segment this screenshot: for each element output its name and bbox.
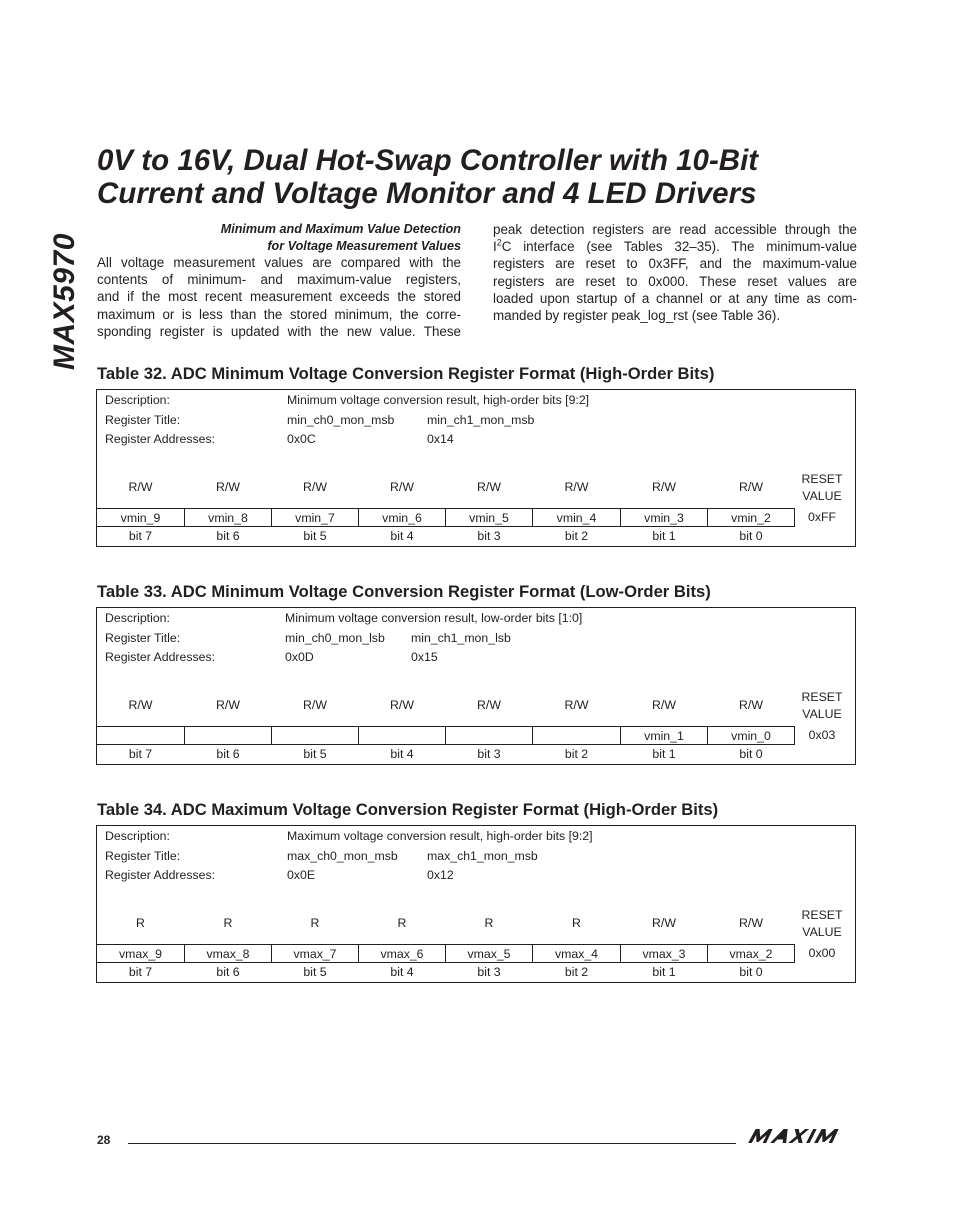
meta-value: max_ch0_mon_msb — [287, 848, 398, 863]
bit-position-cell: bit 0 — [739, 747, 763, 761]
reset-header-line: VALUE — [802, 488, 842, 503]
bit-position-cell: bit 6 — [216, 965, 240, 979]
meta-value: Maximum voltage conversion result, high-order bits [9:2] — [287, 829, 593, 843]
bit-position-row — [96, 963, 856, 982]
bit-position-cell: bit 0 — [739, 965, 763, 979]
text-line: and if the most recent measurement exceeds the stored — [97, 289, 461, 305]
access-cell: R/W — [739, 480, 763, 494]
access-cell: R/W — [564, 480, 589, 494]
meta-label: Description: — [105, 829, 170, 843]
access-cell: R — [310, 916, 320, 930]
bit-position-cell: bit 2 — [564, 747, 589, 761]
access-row — [96, 914, 856, 933]
footer-rule — [128, 1143, 736, 1144]
bit-name-cell: vmax_3 — [620, 944, 708, 963]
table-title: Table 33. ADC Minimum Voltage Conversion Register Format (Low-Order Bits) — [97, 582, 711, 601]
meta-value: 0x0C — [287, 432, 316, 446]
bit-name-cell: vmin_1 — [620, 726, 708, 745]
meta-label: Register Addresses: — [105, 432, 216, 446]
text-line — [493, 238, 857, 255]
register-format-table — [96, 825, 856, 983]
meta-label: Register Addresses: — [105, 650, 216, 664]
access-cell: R/W — [390, 698, 414, 712]
i2c-superscript: 2 — [496, 237, 502, 248]
meta-value: 0x12 — [427, 868, 454, 882]
reset-header-line: RESET — [801, 908, 843, 922]
maxim-logo — [748, 1128, 858, 1149]
register-meta-row — [105, 430, 845, 448]
access-cell: R/W — [477, 480, 501, 494]
bit-position-cell: bit 4 — [390, 529, 414, 543]
text-line: sponding register is updated with the new value. These — [97, 323, 461, 339]
bit-position-cell: bit 2 — [564, 529, 589, 543]
bit-position-cell: bit 4 — [390, 965, 414, 979]
bit-name-cell: vmax_7 — [271, 944, 359, 963]
access-cell: R/W — [739, 698, 763, 712]
reset-value-header — [789, 907, 855, 940]
access-cell: R/W — [303, 480, 327, 494]
access-cell: R/W — [564, 698, 589, 712]
meta-label: Description: — [105, 611, 170, 625]
meta-value: min_ch0_mon_lsb — [285, 630, 385, 645]
bit-name-cell: vmin_0 — [707, 726, 795, 745]
bit-position-cell: bit 7 — [128, 529, 153, 543]
bit-position-cell: bit 1 — [652, 747, 676, 761]
bit-name-cell — [96, 726, 185, 745]
register-meta-row — [105, 391, 845, 409]
meta-label: Register Title: — [105, 630, 181, 645]
meta-value: Minimum voltage conversion result, low-order bits [1:0] — [285, 611, 583, 625]
meta-value: 0x0D — [285, 650, 314, 664]
page-number: 28 — [97, 1133, 111, 1147]
access-row — [96, 478, 856, 497]
access-cell: R/W — [390, 480, 414, 494]
register-meta-row — [105, 866, 845, 884]
bit-name-cell: vmax_9 — [96, 944, 185, 963]
bit-position-cell: bit 5 — [303, 529, 327, 543]
register-format-table — [96, 389, 856, 547]
reset-header-line: RESET — [801, 472, 843, 486]
bit-name-cell: vmin_4 — [532, 508, 621, 527]
bit-name-cell: vmax_4 — [532, 944, 621, 963]
bit-name-cell: vmin_6 — [358, 508, 446, 527]
meta-label: Register Title: — [105, 412, 181, 427]
reset-value: 0x03 — [808, 728, 836, 742]
bit-position-cell: bit 0 — [739, 529, 763, 543]
register-meta-row — [105, 609, 845, 627]
right-column — [493, 221, 857, 324]
bit-name-cell: vmax_6 — [358, 944, 446, 963]
bit-position-row — [96, 745, 856, 764]
bit-position-cell: bit 5 — [303, 965, 327, 979]
title-line-2: Current and Voltage Monitor and 4 LED Drivers — [97, 177, 757, 210]
bit-position-cell: bit 3 — [477, 965, 501, 979]
reset-header-line: RESET — [801, 690, 843, 704]
text-line: contents of minimum- and maximum-value registers, — [97, 272, 461, 288]
meta-value: 0x0E — [287, 868, 316, 882]
bit-name-cell: vmax_5 — [445, 944, 533, 963]
text-line: maximum or is less than the stored minimum, the corre- — [97, 306, 461, 322]
part-number-side-label: MAX5970 — [48, 233, 81, 370]
register-meta-row — [105, 411, 845, 429]
access-cell: R/W — [477, 698, 501, 712]
bit-name-cell: vmin_3 — [620, 508, 708, 527]
register-format-table — [96, 607, 856, 765]
reset-value-header — [789, 689, 855, 722]
bit-position-cell: bit 6 — [216, 529, 240, 543]
meta-value: 0x15 — [411, 650, 438, 664]
text-line: registers are reset to 0x000. These reset values are — [493, 273, 857, 289]
access-cell: R/W — [128, 698, 153, 712]
reset-header-line: VALUE — [802, 924, 842, 939]
bit-position-cell: bit 3 — [477, 529, 501, 543]
left-paragraph — [97, 254, 461, 340]
bit-name-cell — [532, 726, 621, 745]
bit-position-cell: bit 5 — [303, 747, 327, 761]
left-column — [97, 221, 461, 340]
text-fragment: C interface (see Tables 32–35). The minimum-value — [501, 239, 857, 255]
bit-position-cell: bit 6 — [216, 747, 240, 761]
bit-position-cell: bit 1 — [652, 529, 676, 543]
bit-position-cell: bit 7 — [128, 965, 153, 979]
access-cell: R/W — [739, 916, 763, 930]
bit-position-cell: bit 3 — [477, 747, 501, 761]
bit-name-cell — [358, 726, 446, 745]
section-heading-line-2: for Voltage Measurement Values — [267, 238, 461, 253]
bit-position-cell: bit 4 — [390, 747, 414, 761]
page-title — [97, 144, 877, 210]
access-cell: R — [136, 916, 145, 930]
reset-value: 0x00 — [808, 946, 836, 960]
text-line: All voltage measurement values are compared with the — [97, 255, 461, 270]
reset-value: 0xFF — [807, 510, 836, 524]
access-cell: R/W — [303, 698, 327, 712]
meta-value: 0x14 — [427, 432, 454, 446]
bit-name-cell: vmin_2 — [707, 508, 795, 527]
text-line: registers are reset to 0x3FF, and the maximum-value — [493, 256, 857, 272]
bit-name-row — [96, 508, 856, 527]
bit-position-row — [96, 527, 856, 546]
table-title: Table 32. ADC Minimum Voltage Conversion Register Format (High-Order Bits) — [97, 364, 715, 383]
reset-header-line: VALUE — [802, 706, 842, 721]
access-cell: R — [484, 916, 494, 930]
i2c-letter: I — [493, 239, 497, 255]
text-line: peak detection registers are read accessible through the — [493, 222, 857, 237]
text-line: manded by register peak_log_rst (see Table 36). — [493, 308, 781, 324]
bit-name-cell — [271, 726, 359, 745]
text-line: loaded upon startup of a channel or at any time as com- — [493, 290, 857, 306]
access-cell: R/W — [652, 698, 676, 712]
title-line-1: 0V to 16V, Dual Hot-Swap Controller with 10-Bit — [97, 144, 759, 177]
meta-label: Description: — [105, 393, 170, 407]
access-cell: R/W — [128, 480, 153, 494]
bit-position-cell: bit 7 — [128, 747, 153, 761]
register-meta-row — [105, 847, 845, 865]
access-cell: R — [572, 916, 581, 930]
bit-name-cell — [184, 726, 272, 745]
meta-label: Register Title: — [105, 848, 181, 863]
meta-label: Register Addresses: — [105, 868, 216, 882]
access-cell: R/W — [216, 698, 240, 712]
access-row — [96, 696, 856, 715]
bit-name-cell — [445, 726, 533, 745]
access-cell: R/W — [216, 480, 240, 494]
access-cell: R — [223, 916, 233, 930]
meta-value: min_ch1_mon_lsb — [411, 630, 511, 645]
bit-name-cell: vmin_8 — [184, 508, 272, 527]
bit-name-cell: vmax_2 — [707, 944, 795, 963]
register-meta-row — [105, 629, 845, 647]
bit-name-cell: vmax_8 — [184, 944, 272, 963]
bit-name-cell: vmin_7 — [271, 508, 359, 527]
register-meta-row — [105, 827, 845, 845]
meta-value: max_ch1_mon_msb — [427, 848, 538, 863]
access-cell: R — [397, 916, 407, 930]
meta-value: min_ch0_mon_msb — [287, 412, 395, 427]
register-meta-row — [105, 648, 845, 666]
bit-name-row — [96, 726, 856, 745]
bit-name-cell: vmin_9 — [96, 508, 185, 527]
access-cell: R/W — [652, 480, 676, 494]
reset-value-header — [789, 471, 855, 504]
table-title: Table 34. ADC Maximum Voltage Conversion Register Format (High-Order Bits) — [97, 800, 719, 819]
meta-value: Minimum voltage conversion result, high-order bits [9:2] — [287, 393, 590, 407]
access-cell: R/W — [652, 916, 676, 930]
bit-name-row — [96, 944, 856, 963]
section-heading — [97, 221, 461, 254]
bit-name-cell: vmin_5 — [445, 508, 533, 527]
bit-position-cell: bit 2 — [564, 965, 589, 979]
bit-position-cell: bit 1 — [652, 965, 676, 979]
meta-value: min_ch1_mon_msb — [427, 412, 535, 427]
section-heading-line-1: Minimum and Maximum Value Detection — [220, 222, 461, 236]
